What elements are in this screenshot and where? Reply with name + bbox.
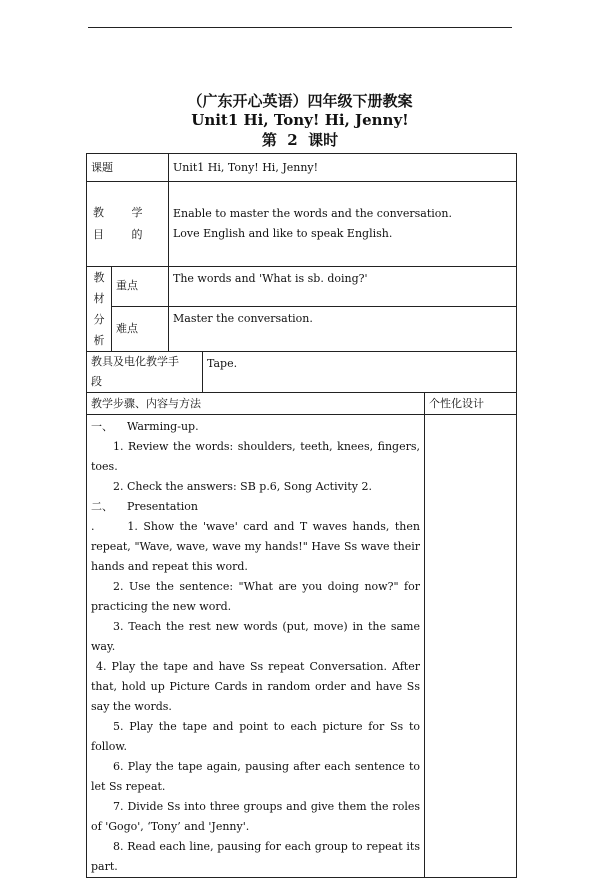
objectives-label-top: 教 学 [93,206,155,219]
aids-value: Tape. [203,352,517,393]
header-rule [88,27,512,28]
steps-content [87,415,425,878]
step-item: . 1. Show the 'wave' card and T waves hands, then repeat, "Wave, wave, wave my hands!" Have Ss wave their hands and repeat this word. [91,520,424,573]
aids-label-line-2: 段 [91,375,102,388]
objective-1: Enable to master the words and the conversation. [173,207,452,220]
difficulty-label: 难点 [112,306,169,351]
step-item: 6. Play the tape again, pausing after each sentence to let Ss repeat. [91,760,420,793]
steps-header: 教学步骤、内容与方法 [87,393,425,415]
aids-label-line-1: 教具及电化教学手 [91,355,179,368]
step-heading: 一、 Warming-up. [91,420,199,433]
topic-label: 课题 [87,154,169,182]
aids-label [87,352,203,393]
step-item: 4. Play the tape and have Ss repeat Conversation. After that, hold up Picture Cards in random order and have Ss say the words. [91,660,424,713]
objectives-label-bottom: 目 的 [93,228,155,241]
lesson-plan-table [86,153,517,878]
topic-value: Unit1 Hi, Tony! Hi, Jenny! [169,154,517,182]
analysis-char: 分 [93,313,105,326]
step-heading: 二、 Presentation [91,500,199,513]
key-points-row [87,267,517,307]
objectives-label [87,182,169,267]
key-value: The words and 'What is sb. doing?' [169,267,517,307]
step-item: 2. Use the sentence: "What are you doing now?" for practicing the new word. [91,580,420,613]
difficulty-row [87,306,517,351]
analysis-char: 材 [93,292,105,305]
step-item: 8. Read each line, pausing for each group to repeat its part. [91,840,420,873]
topic-row [87,154,517,182]
personal-design-header: 个性化设计 [425,393,517,415]
step-item: 1. Review the words: shoulders, teeth, knees, fingers, toes. [91,440,420,473]
objective-2: Love English and like to speak English. [173,227,393,240]
personal-design-cell [425,415,517,878]
objectives-row [87,182,517,267]
page-title [0,92,600,150]
step-item: 3. Teach the rest new words (put, move) in the same way. [91,620,420,653]
step-item: 7. Divide Ss into three groups and give them the roles of 'Gogo', ‘Tony’ and 'Jenny'. [91,800,420,833]
difficulty-value: Master the conversation. [169,306,517,351]
title-line-1: （广东开心英语）四年级下册教案 [187,92,413,110]
title-line-2: Unit1 Hi, Tony! Hi, Jenny! [191,111,409,129]
steps-content-row [87,415,517,878]
analysis-char: 析 [93,334,105,347]
objectives-value [169,182,517,267]
analysis-label [87,267,112,352]
step-item: 2. Check the answers: SB p.6, Song Activity 2. [113,480,372,493]
step-item: 5. Play the tape and point to each picture for Ss to follow. [91,720,420,753]
analysis-char: 教 [93,271,105,284]
title-line-3: 第 2 课时 [261,131,339,149]
aids-row [87,352,517,393]
steps-header-row [87,393,517,415]
key-label: 重点 [112,267,169,307]
